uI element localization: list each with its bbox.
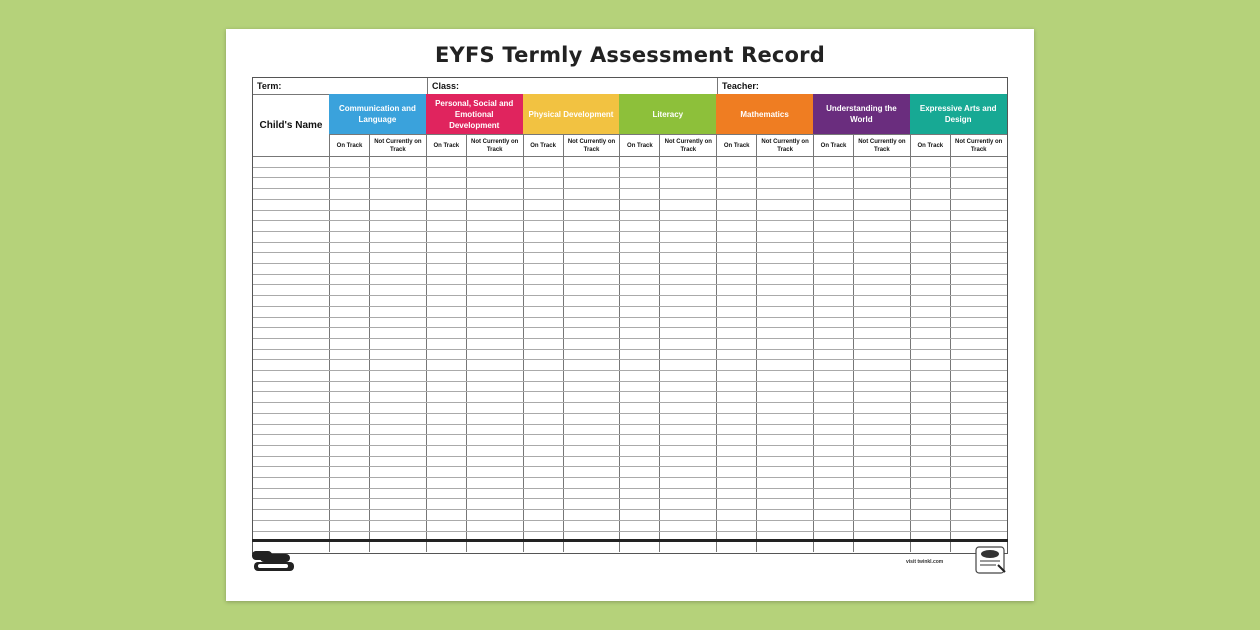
column-divider: [716, 156, 717, 552]
teacher-label: Teacher:: [722, 81, 759, 91]
on-track-header: On Track: [813, 134, 853, 156]
table-row[interactable]: [253, 445, 1007, 446]
table-row[interactable]: [253, 381, 1007, 382]
on-track-header: On Track: [716, 134, 756, 156]
table-row[interactable]: [253, 263, 1007, 264]
table-row[interactable]: [253, 477, 1007, 478]
table-row[interactable]: [253, 488, 1007, 489]
table-row[interactable]: [253, 424, 1007, 425]
table-row[interactable]: [253, 274, 1007, 275]
area-header: Mathematics: [716, 94, 813, 134]
area-header: Literacy: [619, 94, 716, 134]
column-divider: [466, 156, 467, 552]
table-row[interactable]: [253, 188, 1007, 189]
column-divider: [813, 156, 814, 552]
on-track-header: On Track: [910, 134, 950, 156]
footer-rule: [252, 539, 1008, 542]
table-row[interactable]: [253, 413, 1007, 414]
column-divider: [756, 156, 757, 552]
table-row[interactable]: [253, 456, 1007, 457]
table-row[interactable]: [253, 349, 1007, 350]
not-on-track-header: Not Currently on Track: [756, 134, 813, 156]
table-row[interactable]: [253, 199, 1007, 200]
column-divider: [426, 156, 427, 552]
table-row[interactable]: [253, 402, 1007, 403]
column-divider: [329, 156, 330, 552]
not-on-track-header: Not Currently on Track: [466, 134, 523, 156]
table-row[interactable]: [253, 317, 1007, 318]
twinkl-foundations-logo-icon: [250, 548, 298, 574]
class-label: Class:: [432, 81, 460, 91]
area-header: Understanding the World: [813, 94, 910, 134]
table-row[interactable]: [253, 391, 1007, 392]
on-track-header: On Track: [329, 134, 369, 156]
assessment-sheet: [226, 29, 1034, 601]
table-row[interactable]: [253, 252, 1007, 253]
not-on-track-header: Not Currently on Track: [369, 134, 426, 156]
not-on-track-header: Not Currently on Track: [950, 134, 1007, 156]
teacher-field[interactable]: [717, 78, 1007, 94]
table-row[interactable]: [253, 338, 1007, 339]
not-on-track-header: Not Currently on Track: [563, 134, 620, 156]
term-label: Term:: [257, 81, 282, 91]
table-row[interactable]: [253, 370, 1007, 371]
table-row[interactable]: [253, 295, 1007, 296]
table-row[interactable]: [253, 498, 1007, 499]
footer-url[interactable]: visit twinkl.com: [906, 559, 944, 565]
table-row[interactable]: [253, 509, 1007, 510]
table-row[interactable]: [253, 177, 1007, 178]
table-row[interactable]: [253, 306, 1007, 307]
twinkl-badge-icon: [974, 545, 1008, 575]
class-field[interactable]: [427, 78, 717, 94]
on-track-header: On Track: [523, 134, 563, 156]
column-divider: [619, 156, 620, 552]
column-divider: [369, 156, 370, 552]
child-name-header: Child's Name: [253, 94, 330, 156]
table-row[interactable]: [253, 210, 1007, 211]
area-header: Physical Development: [523, 94, 620, 134]
table-row[interactable]: [253, 327, 1007, 328]
column-divider: [563, 156, 564, 552]
column-divider: [523, 156, 524, 552]
not-on-track-header: Not Currently on Track: [659, 134, 716, 156]
area-header: Personal, Social and Emotional Development: [426, 94, 523, 134]
table-row[interactable]: [253, 359, 1007, 360]
assessment-table: [252, 77, 1008, 554]
table-row[interactable]: [253, 434, 1007, 435]
table-row[interactable]: [253, 167, 1007, 168]
not-on-track-header: Not Currently on Track: [853, 134, 910, 156]
table-row[interactable]: [253, 284, 1007, 285]
page-title: EYFS Termly Assessment Record: [435, 43, 825, 67]
column-divider: [910, 156, 911, 552]
column-divider: [950, 156, 951, 552]
column-divider: [853, 156, 854, 552]
table-row[interactable]: [253, 231, 1007, 232]
on-track-header: On Track: [426, 134, 466, 156]
column-divider: [659, 156, 660, 552]
table-row[interactable]: [253, 531, 1007, 532]
table-row[interactable]: [253, 220, 1007, 221]
on-track-header: On Track: [619, 134, 659, 156]
term-field[interactable]: [253, 78, 427, 94]
table-row[interactable]: [253, 242, 1007, 243]
table-row[interactable]: [253, 520, 1007, 521]
area-header: Communication and Language: [329, 94, 426, 134]
area-header: Expressive Arts and Design: [910, 94, 1007, 134]
table-row[interactable]: [253, 156, 1007, 157]
info-row: [253, 78, 1007, 95]
table-row[interactable]: [253, 466, 1007, 467]
